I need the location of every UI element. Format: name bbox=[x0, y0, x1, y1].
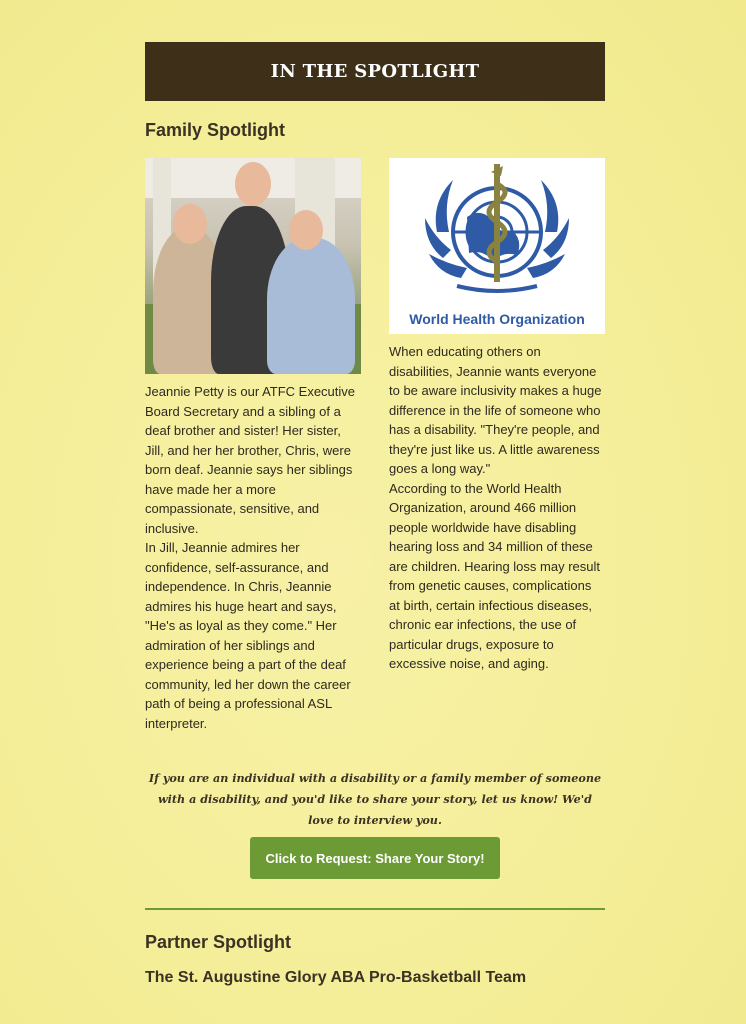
photo-head bbox=[173, 204, 207, 244]
family-spotlight-heading: Family Spotlight bbox=[145, 120, 286, 140]
family-spotlight-columns bbox=[145, 158, 605, 733]
paragraph: When educating others on disabilities, Jeannie wants everyone to be aware inclusivity makes a huge difference in the life of someone who has a disability. "They're people, and they're just like us. A little awareness goes a long way." bbox=[389, 344, 602, 476]
photo-head bbox=[235, 162, 271, 206]
left-column bbox=[145, 158, 361, 733]
partner-spotlight-heading: Partner Spotlight bbox=[145, 932, 292, 952]
who-logo-icon bbox=[417, 162, 577, 302]
cta-button-wrap bbox=[145, 837, 605, 879]
who-logo-text: World Health Organization bbox=[409, 311, 585, 327]
right-column bbox=[389, 158, 605, 733]
who-logo bbox=[389, 158, 605, 334]
left-column-text bbox=[145, 382, 361, 733]
photo-head bbox=[289, 210, 323, 250]
right-column-text bbox=[389, 342, 605, 674]
spotlight-banner bbox=[145, 42, 605, 101]
banner-title: IN THE SPOTLIGHT bbox=[270, 61, 480, 82]
paragraph: According to the World Health Organization, around 466 million people worldwide have disabling hearing loss and 34 million of these are children. Hearing loss may result from genetic causes, complications at birth, certain infectious diseases, chronic ear infections, the use of particular drugs, exposure to excessive noise, and aging. bbox=[389, 480, 600, 671]
spotlight-newsletter bbox=[145, 42, 605, 987]
paragraph: Jeannie Petty is our ATFC Executive Board Secretary and a sibling of a deaf brother and sister! Her sister, Jill, and her her brother, Chris, were born deaf. Jeannie says her siblings have made her a more compassionate, sensitive, and inclusive. bbox=[145, 384, 356, 536]
photo-person-right bbox=[267, 238, 355, 374]
share-your-story-button[interactable]: Click to Request: Share Your Story! bbox=[250, 837, 500, 879]
share-story-note: If you are an individual with a disability or a family member of someone with a disability, and you'd like to share your story, let us know! We'd love to interview you. bbox=[148, 771, 602, 827]
family-photo bbox=[145, 158, 361, 374]
section-divider bbox=[145, 908, 605, 910]
paragraph: In Jill, Jeannie admires her confidence, self-assurance, and independence. In Chris, Jeannie admires his huge heart and says, "He's as loyal as they come." Her admiration of her siblings and experience being a part of the deaf community, led her down the career path of being a professional ASL interpreter. bbox=[145, 540, 351, 731]
partner-spotlight-subheading: The St. Augustine Glory ABA Pro-Basketball Team bbox=[145, 969, 527, 986]
